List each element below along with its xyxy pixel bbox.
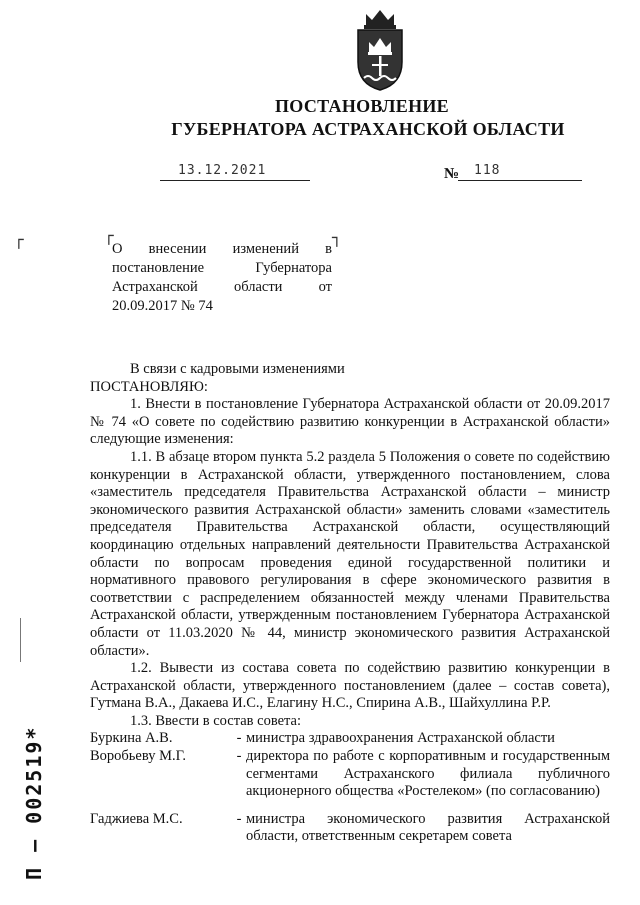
corner-mark-subject-right: ┐ (332, 228, 342, 247)
coat-of-arms-icon (352, 8, 408, 92)
person-dash: - (236, 748, 242, 765)
document-title: ПОСТАНОВЛЕНИЕ (275, 96, 449, 116)
person-role: директора по работе с корпоративным и государственным сегментами Астраханского филиала публичного акционерного общества «Ростелеком» (по согласованию) (246, 748, 610, 800)
document-number: 118 (474, 163, 501, 178)
date-underline (160, 180, 310, 181)
corner-mark-left: ┌ (14, 230, 24, 249)
document-body (90, 361, 610, 846)
paragraph-1-2: 1.2. Вывести из состава совета по содействию развитию конкуренции в Астраханской области, утвержденного постановлением (далее – состав совета), Гутмана В.А., Дакаева И.С., Елагину Н.С., Спирина А.В., Шайхуллина Р.Р. (90, 660, 610, 712)
person-name: Буркина А.В. (90, 730, 173, 747)
number-underline (458, 180, 582, 181)
decree-word: ПОСТАНОВЛЯЮ: (90, 378, 208, 395)
paragraph-1-3: 1.3. Ввести в состав совета: (130, 712, 301, 729)
person-name: Воробьеву М.Г. (90, 748, 186, 765)
number-label: № (444, 166, 460, 182)
person-dash: - (236, 810, 242, 827)
person-name: Гаджиева М.С. (90, 810, 183, 827)
margin-line (20, 618, 21, 662)
paragraph-1: 1. Внести в постановление Губернатора Астраханской области от 20.09.2017 № 74 «О совете по содействию развитию конкуренции в Астраханской области» следующие изменения: (90, 396, 610, 448)
serial-number: П – 002519* (22, 725, 46, 880)
document-date: 13.12.2021 (178, 163, 267, 178)
person-role: министра экономического развития Астраханской области, ответственным секретарем совета (246, 810, 610, 845)
document-subject: О внесении изменений в постановление Губернатора Астраханской области от 20.09.2017 № 74 (112, 241, 332, 314)
paragraph-1-1: 1.1. В абзаце втором пункта 5.2 раздела 5 Положения о совете по содействию конкуренции в Астраханской области, утвержденного постановлением, слова «заместитель председателя Правительства Астраханской области – министр экономического развития Астраханской области» заменить словами «заместитель председателя Правительства Астраханской области, осуществляющий координацию отдельных направлений деятельности Правительства Астраханской области по вопросам проведения единой государственной политики и нормативного правового регулирования в сфере экономического развития в соответствии с распределением обязанностей между членами Правительства Астраханской области, утвержденным постановлением Губернатора Астраханской области от 11.03.2020 № 44, министр экономического развития Астраханской области». (90, 448, 610, 659)
person-dash: - (236, 730, 242, 747)
corner-mark-subject-left: ┌ (104, 226, 114, 245)
person-role: министра здравоохранения Астраханской области (246, 730, 555, 747)
document-issuer: ГУБЕРНАТОРА АСТРАХАНСКОЙ ОБЛАСТИ (171, 119, 565, 139)
intro-text: В связи с кадровыми изменениями (130, 361, 345, 377)
person-list (90, 730, 610, 846)
